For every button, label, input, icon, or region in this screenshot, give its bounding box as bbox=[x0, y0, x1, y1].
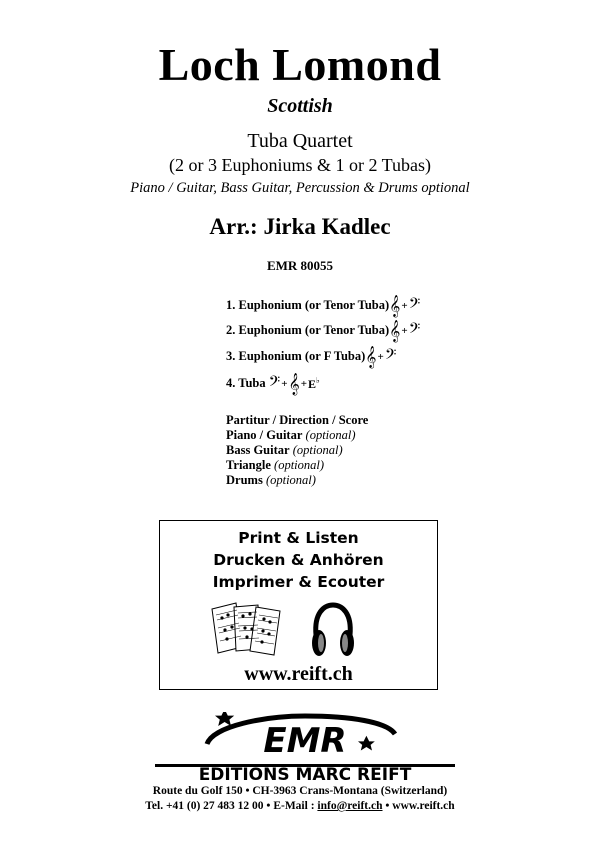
catalog-number: EMR 80055 bbox=[266, 258, 334, 273]
treble-clef-icon: 𝄞 bbox=[288, 372, 300, 395]
promo-url: www.reift.ch bbox=[244, 663, 353, 685]
treble-clef-icon: 𝄞 bbox=[389, 319, 401, 342]
page-title: Loch Lomond bbox=[158, 39, 442, 90]
sheet-music-icon bbox=[210, 601, 284, 657]
instrumentation: (2 or 3 Euphoniums & 1 or 2 Tubas) bbox=[168, 155, 431, 175]
part-4 bbox=[226, 372, 320, 395]
list-item: Triangle (optional) bbox=[226, 458, 325, 472]
publisher-contact: Tel. +41 (0) 27 483 12 00 • E-Mail : info@reift.ch • www.reift.ch bbox=[145, 800, 455, 812]
bass-clef-icon: 𝄢 bbox=[408, 294, 421, 316]
promo-line: Imprimer & Ecouter bbox=[212, 573, 385, 591]
subtitle: Scottish bbox=[267, 95, 333, 117]
part-1 bbox=[226, 294, 421, 317]
publisher-logo bbox=[155, 712, 455, 782]
part-3 bbox=[226, 345, 397, 368]
part-label: 4. Tuba bbox=[226, 376, 266, 390]
e-flat-label: E♭ bbox=[308, 376, 320, 391]
arranger: Arr.: Jirka Kadlec bbox=[209, 214, 391, 239]
headphones-icon bbox=[310, 601, 356, 659]
part-label: 3. Euphonium (or F Tuba) bbox=[226, 349, 366, 363]
list-item: Partitur / Direction / Score bbox=[226, 413, 369, 427]
list-item: Drums (optional) bbox=[226, 473, 316, 487]
plus-sign: + bbox=[401, 299, 408, 312]
plus-sign: + bbox=[300, 377, 307, 390]
bass-clef-icon: 𝄢 bbox=[408, 319, 421, 341]
email-link[interactable]: info@reift.ch bbox=[317, 800, 383, 812]
optional-instruments: Piano / Guitar, Bass Guitar, Percussion & Drums optional bbox=[130, 180, 470, 196]
logo-emr-text: EMR bbox=[263, 721, 347, 761]
list-item: Bass Guitar (optional) bbox=[226, 443, 343, 457]
treble-clef-icon: 𝄞 bbox=[389, 294, 401, 317]
treble-clef-icon: 𝄞 bbox=[365, 345, 377, 368]
plus-sign: + bbox=[401, 324, 408, 337]
list-item: Piano / Guitar (optional) bbox=[226, 428, 356, 442]
ensemble: Tuba Quartet bbox=[247, 130, 353, 152]
plus-sign: + bbox=[377, 350, 384, 363]
promo-line: Print & Listen bbox=[238, 529, 359, 547]
promo-box bbox=[159, 520, 438, 690]
part-label: 1. Euphonium (or Tenor Tuba) bbox=[226, 298, 390, 312]
promo-line: Drucken & Anhören bbox=[213, 551, 384, 569]
bass-clef-icon: 𝄢 bbox=[268, 372, 281, 394]
bass-clef-icon: 𝄢 bbox=[384, 345, 397, 367]
extras-list bbox=[226, 413, 368, 488]
part-2 bbox=[226, 319, 421, 342]
part-label: 2. Euphonium (or Tenor Tuba) bbox=[226, 323, 390, 337]
plus-sign: + bbox=[281, 377, 288, 390]
logo-name-text: EDITIONS MARC REIFT bbox=[198, 765, 412, 782]
publisher-address: Route du Golf 150 • CH-3963 Crans-Montana (Switzerland) bbox=[152, 785, 448, 797]
